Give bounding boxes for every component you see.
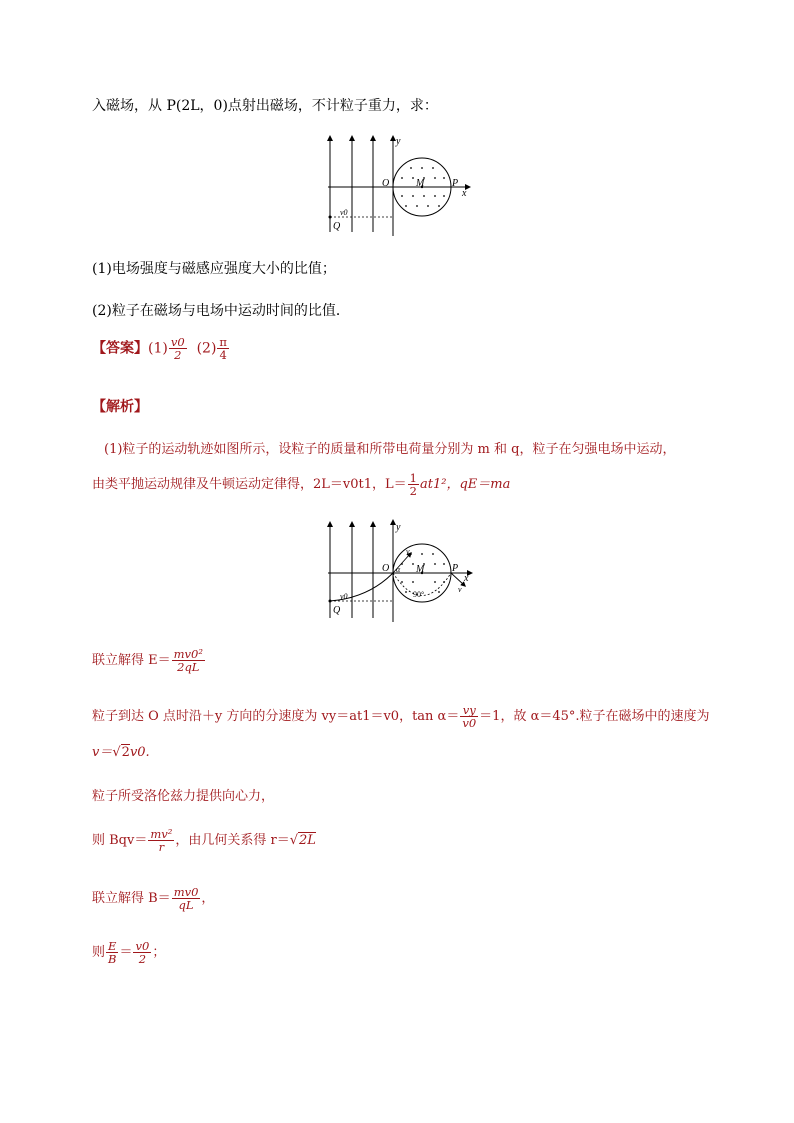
- step-1: 联立解得 E＝ $\frac{\text{mv0²}}{2qL}$: [92, 647, 203, 675]
- analysis-line-2: 由类平抛运动规律及牛顿运动定律得，2L＝v0t1，L＝ $\frac{1}{2}$ at1²，qE＝ma: [92, 471, 511, 499]
- step-2: 粒子到达 O 点时沿＋y 方向的分速度为 vy＝at1＝v0，tan α＝ $\frac{vy}{v0}$ ＝1，故 α＝45°.粒子在磁场中的速度为: [92, 703, 710, 731]
- label-M: M: [416, 178, 425, 189]
- question-intro: 入磁场，从 P(2L，0)点射出磁场，不计粒子重力，求：: [92, 98, 438, 114]
- step-3: v＝√2v0.: [92, 745, 150, 760]
- answer-2-fraction: $\frac{\pi}{4}$: [219, 335, 227, 363]
- question-part2: (2)粒子在磁场与电场中运动时间的比值．: [92, 303, 350, 319]
- answer-label: 【答案】: [92, 340, 148, 357]
- step-6: 联立解得 B＝ $\frac{mv0}{qL}$ ，: [92, 885, 215, 913]
- question-part1: (1)电场强度与磁感应强度大小的比值；: [92, 261, 336, 277]
- label-v: v: [406, 547, 410, 556]
- label-Q: Q: [333, 605, 341, 616]
- label-x: x: [464, 573, 469, 584]
- label-y: y: [396, 522, 401, 533]
- velocity-vector-P: [451, 573, 464, 585]
- analysis-label: 【解析】: [92, 399, 148, 415]
- label-v-at-P: v: [458, 585, 462, 594]
- label-P: P: [452, 563, 459, 574]
- label-90deg: 90°: [413, 590, 425, 599]
- label-alpha: α: [396, 565, 401, 574]
- figure-2-diagram: [318, 518, 478, 623]
- answer-line: 【答案】(1) $\frac{v0}{2}$ (2) $\frac{\pi}{4}$: [92, 335, 227, 363]
- answer-1-fraction: $\frac{v0}{2}$: [170, 335, 185, 363]
- label-M: M: [416, 564, 425, 575]
- label-O: O: [382, 178, 390, 189]
- figure-1-diagram: [318, 130, 478, 240]
- label-P: P: [452, 178, 459, 189]
- analysis-line-1: (1)粒子的运动轨迹如图所示，设粒子的质量和所带电荷量分别为 m 和 q，粒子在匀强电场中运动，: [104, 442, 676, 457]
- label-O: O: [382, 563, 390, 574]
- label-x: x: [462, 188, 467, 199]
- label-y: y: [396, 136, 401, 147]
- step-7: 则 $\frac{E}{B}$ ＝ $\frac{v0}{2}$ ；: [92, 939, 166, 967]
- label-v0: v0: [340, 592, 348, 601]
- label-v0: v0: [340, 208, 348, 217]
- label-Q: Q: [333, 221, 341, 232]
- step-5: 则 Bqv＝ $\frac{\text{mv²}}{r}$ ，由几何关系得 r＝√2L: [92, 827, 316, 855]
- step-4: 粒子所受洛伦兹力提供向心力，: [92, 789, 275, 804]
